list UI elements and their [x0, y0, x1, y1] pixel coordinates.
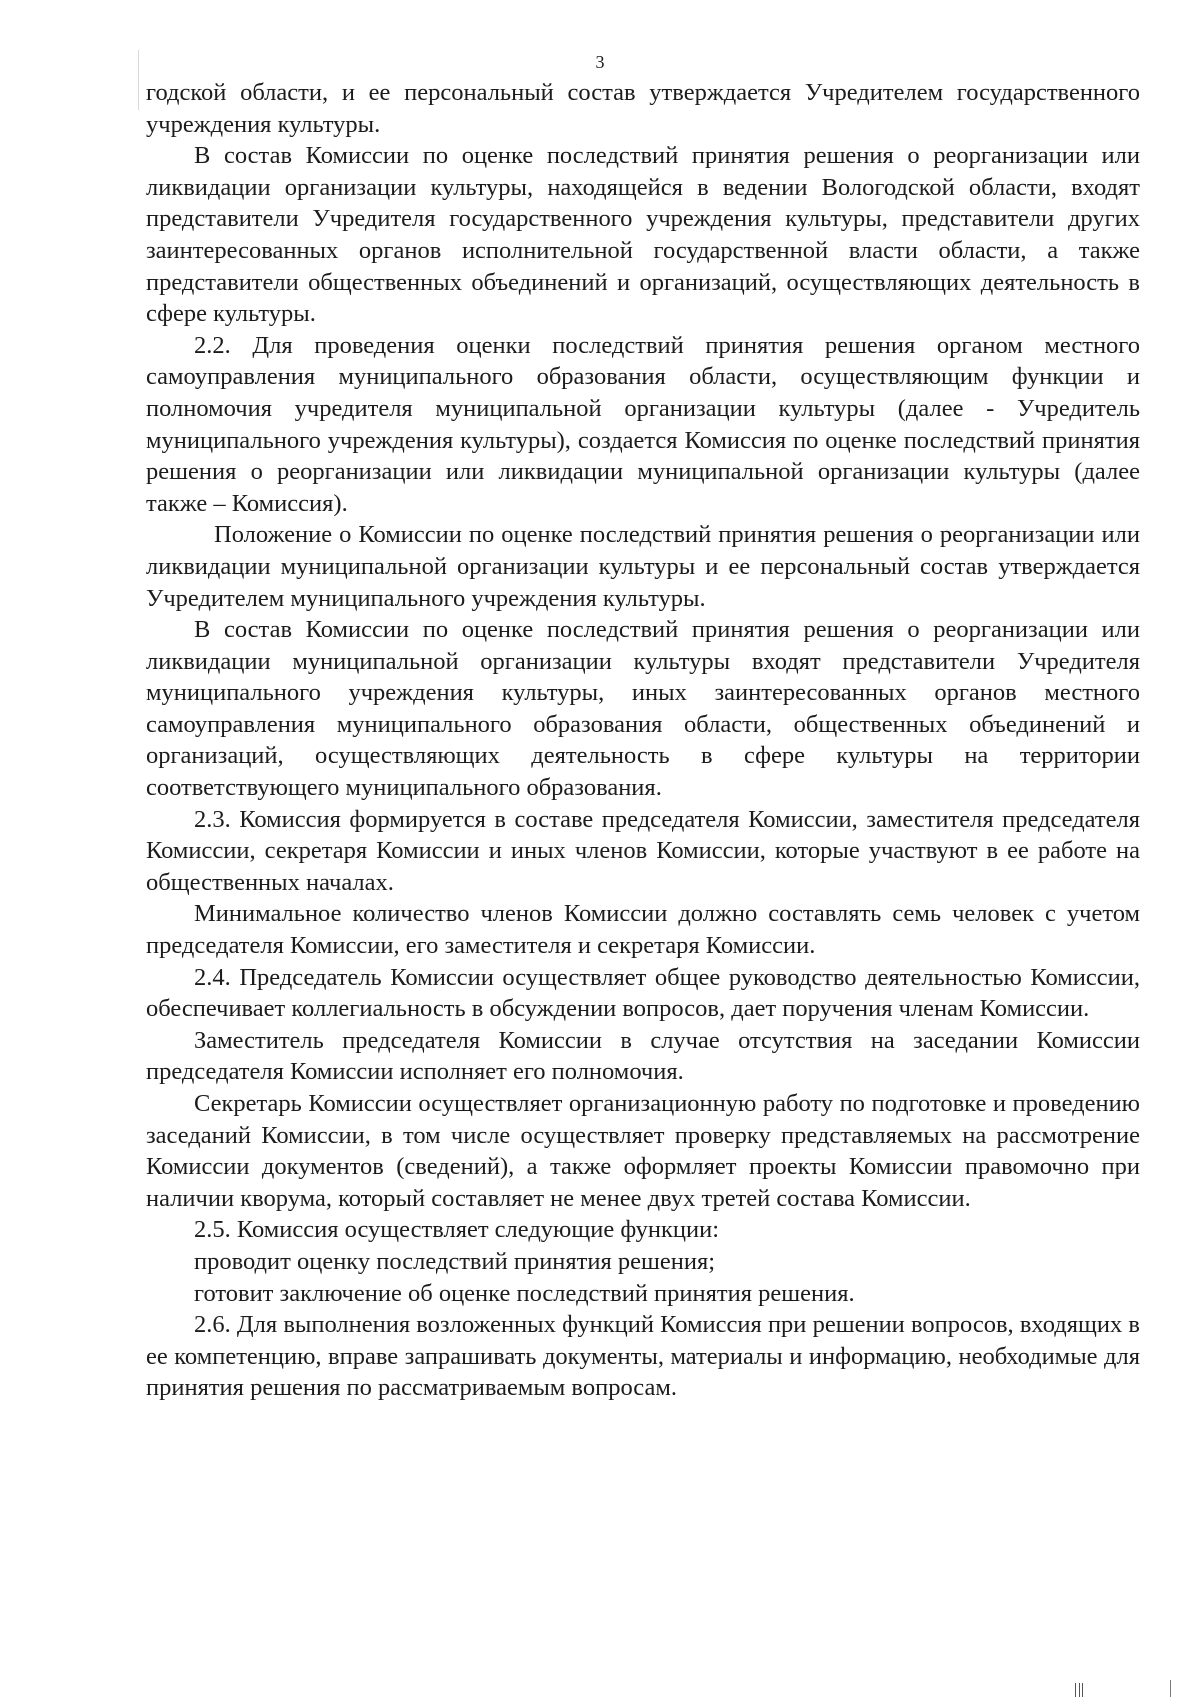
list-item-function-assessment: проводит оценку последствий принятия решения;: [194, 1247, 716, 1275]
scan-edge-tick: [1170, 1680, 1171, 1697]
paragraph-2-4: 2.4. Председатель Комиссии осуществляет общее руководство деятельностью Комиссии, обеспечивает коллегиальность в обсуждении вопросов, дает поручения членам Комиссии.: [146, 963, 1140, 1023]
list-item-function-conclusion: готовит заключение об оценке последствий принятия решения.: [194, 1279, 855, 1307]
paragraph-2-3: 2.3. Комиссия формируется в составе председателя Комиссии, заместителя председателя Комиссии, секретаря Комиссии и иных членов Комиссии, которые участвуют в ее работе на общественных началах.: [146, 805, 1140, 896]
paragraph-municipal-commission-composition: В состав Комиссии по оценке последствий принятия решения о реорганизации или ликвидации муниципальной организации культуры входят представители Учредителя муниципального учреждения культуры, иных заинтересованных органов местного самоуправления муниципального образования области, общественных объединений и организаций, осуществляющих деятельность в сфере культуры на территории соответствующего муниципального образования.: [146, 616, 1140, 802]
paragraph-municipal-commission-regulation: Положение о Комиссии по оценке последствий принятия решения о реорганизации или ликвидации муниципальной организации культуры и ее персональный состав утверждается Учредителем муниципального учреждения культуры.: [146, 521, 1140, 612]
paragraph-2-5: 2.5. Комиссия осуществляет следующие функции:: [194, 1216, 720, 1244]
paragraph-2-6: 2.6. Для выполнения возложенных функций Комиссия при решении вопросов, входящих в ее компетенцию, вправе запрашивать документы, материалы и информацию, необходимые для принятия решения по рассматриваемым вопросам.: [146, 1311, 1140, 1402]
paragraph-state-commission-composition: В состав Комиссии по оценке последствий принятия решения о реорганизации или ликвидации организации культуры, находящейся в ведении Вологодской области, входят представители Учредителя государственного учреждения культуры, представители других заинтересованных органов исполнительной государственной власти области, а также представители общественных объединений и организаций, осуществляющих деятельность в сфере культуры.: [146, 142, 1140, 328]
paragraph-2-2: 2.2. Для проведения оценки последствий принятия решения органом местного самоуправления муниципального образования области, осуществляющим функции и полномочия учредителя муниципальной организации культуры (далее - Учредитель муниципального учреждения культуры), создается Комиссия по оценке последствий принятия решения о реорганизации или ликвидации муниципальной организации культуры (далее также – Комиссия).: [146, 331, 1140, 517]
page-number: 3: [595, 52, 605, 72]
paragraph-continuation: годской области, и ее персональный состав утверждается Учредителем государственного учреждения культуры.: [146, 79, 1140, 138]
paragraph-deputy-chairman: Заместитель председателя Комиссии в случае отсутствия на заседании Комиссии председателя Комиссии исполняет его полномочия.: [146, 1026, 1140, 1086]
paragraph-secretary: Секретарь Комиссии осуществляет организационную работу по подготовке и проведению заседаний Комиссии, в том числе осуществляет проверку представляемых на рассмотрение Комиссии документов (сведений), а также оформляет проекты Комиссии правомочно при наличии кворума, который составляет не менее двух третей состава Комиссии.: [146, 1090, 1140, 1212]
document-body: [146, 77, 1140, 1404]
paragraph-minimum-members: Минимальное количество членов Комиссии должно составлять семь человек с учетом председателя Комиссии, его заместителя и секретаря Комиссии.: [146, 900, 1140, 960]
